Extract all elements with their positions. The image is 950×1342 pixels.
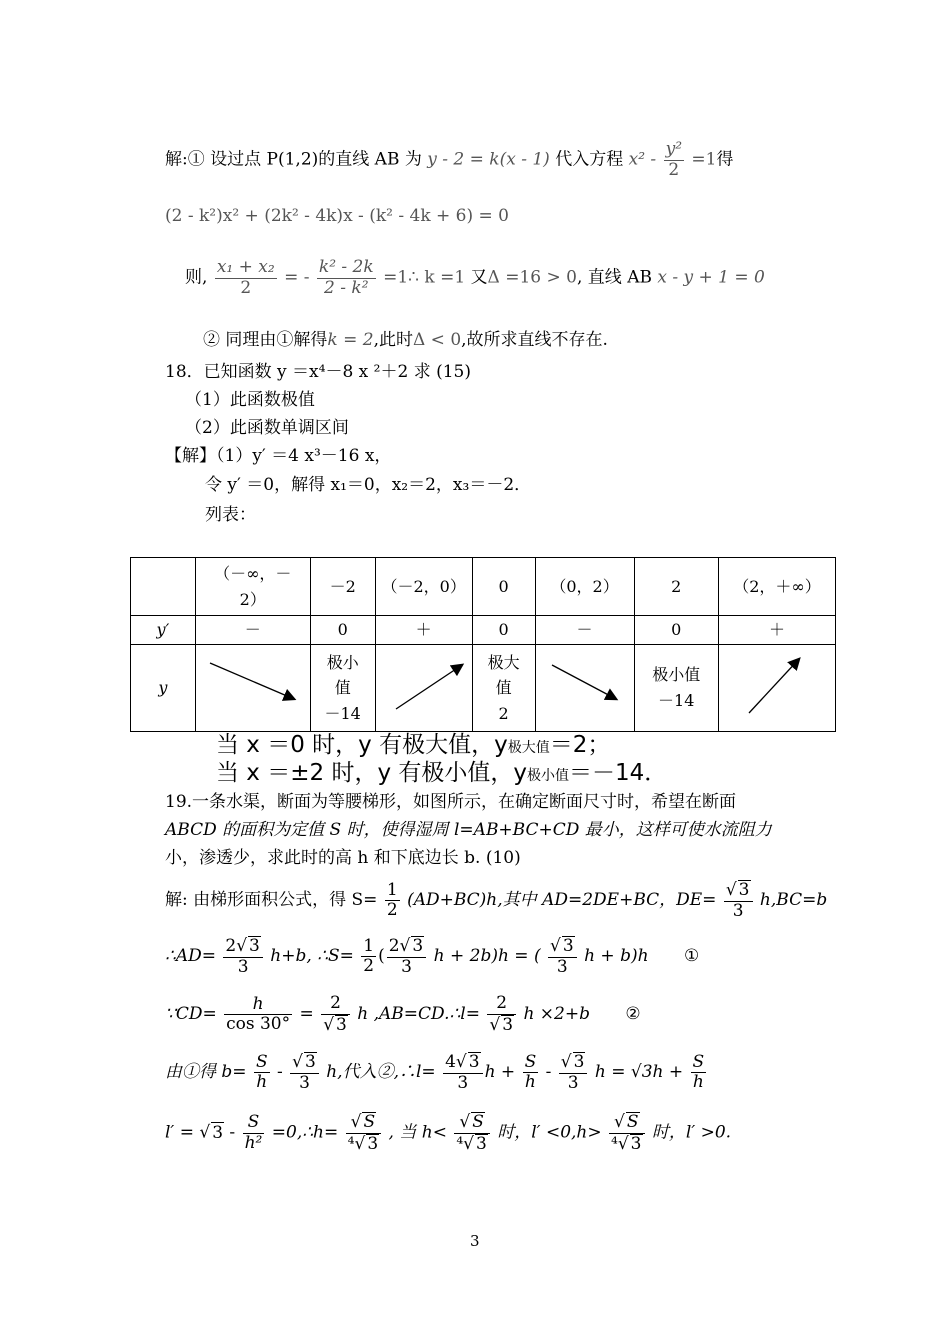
p19-q1: 19.一条水渠，断面为等腰梯形，如图所示，在确定断面尺寸时，希望在断面 [165,792,737,812]
sqrt3-over-3-fraction: $\frac{√ 3}{3}$ [724,880,753,921]
one-half-fraction: $\frac{1}{2}$ [363,935,375,977]
two-sqrt3-over-3-fraction: $\frac{2√ 3}{3}$ [387,936,426,977]
table-cell: 极小 值 －14 [310,645,375,732]
table-cell: － [195,616,310,645]
p19-sol3: ∵CD= $\frac{h}{\cos 30^\circ}$ = $\frac{2}{√ 3}$ h ,AB=CD.∴l= $\frac{2}{√ 3}$ h ×2+b ② [165,993,641,1035]
p18-sol3: 列表： [205,505,256,525]
p19-q3: 小，渗透少，求此时的高 h 和下底边长 b. (10) [165,848,521,868]
p18-sol1: 【解】（1）y′ ＝4 x³－16 x， [165,446,392,466]
arrow-down-right-icon [196,649,310,719]
p17-line4: ② 同理由①解得k = 2,此时Δ < 0,故所求直线不存在. [203,330,608,350]
s-over-h-fraction: $\frac{S}{h}$ [692,1051,705,1093]
table-cell: （－2，0） [375,558,472,616]
one-half-fraction: $\frac{1}{2}$ [386,879,398,921]
table-cell: 0 [634,616,718,645]
table-cell: － [535,616,634,645]
sqrtS-over-4rt3-fraction: $\frac{√ S}{\text{⁴√ 3}}$ [454,1112,489,1154]
p19-sol4: 由①得 b= $\frac{S}{h}$ - $\frac{√ 3}{3}$ h,代入②,∴l= $\frac{4√ 3}{3}$ h + $\frac{S}{h}$ - $\frac{√ 3}{3}$ h = √3h + $\frac{S}{h}$ [165,1051,705,1093]
two-sqrt3-over-3-fraction: $\frac{2√ 3}{3}$ [223,936,262,977]
sqrtS-over-4rt3-fraction: $\frac{√ S}{\text{⁴√ 3}}$ [346,1112,381,1154]
arrow-up-right-icon [719,649,835,719]
table-cell [718,645,835,732]
table-cell: －2 [310,558,375,616]
h-over-cos30-fraction: $\frac{h}{\cos 30^\circ}$ [226,993,291,1035]
table-cell: 0 [310,616,375,645]
two-over-sqrt3-fraction: $\frac{2}{√ 3}$ [487,994,516,1035]
table-cell: y′ [131,616,196,645]
p19-sol5: l′ = √ 3 - $\frac{S}{\text{h²}}$ =0,∴h= $\frac{√ S}{\text{⁴√ 3}}$ , 当 h< $\frac{√ S}{\text{⁴√ 3}}$ 时，l′ <0,h> $\frac{√ S}{\text{⁴√ 3}}$ 时，l′ >0. [165,1112,732,1154]
p17-line1: 解:① 设过点 P(1,2)的直线 AB 为 y - 2 = k(x - 1) 代入方程 x² - $\frac{\text{y²}}{2}$ =1得 [165,139,734,180]
table-row-function [131,645,836,732]
table-cell: 0 [472,616,535,645]
p18-q2: （2）此函数单调区间 [185,418,349,438]
table-cell [195,645,310,732]
p18-title: 18．已知函数 y ＝x⁴－8 x ²＋2 求 (15) [165,362,471,382]
sign-table [130,557,836,732]
conclusion-line2: 当 x ＝±2 时，y 有极小值，y极小值＝－14． [216,760,668,786]
x-sum-fraction: $\frac{\text{x₁ + x₂}}{2}$ [216,257,275,298]
table-cell: （2，＋∞） [718,558,835,616]
sqrt3-over-3-fraction: $\frac{√ 3}{3}$ [290,1052,319,1093]
p19-q2: ABCD 的面积为定值 S 时，使得湿周 l=AB+BC+CD 最小，这样可使水流阻力 [165,820,772,840]
table-cell [131,558,196,616]
arrow-down-right-icon [536,649,634,719]
arrow-up-right-icon [376,649,472,719]
table-cell: 0 [472,558,535,616]
s-over-h-fraction: $\frac{S}{h}$ [524,1051,537,1093]
table-cell: 极大 值 2 [472,645,535,732]
table-cell: y [131,645,196,732]
sqrt3-over-3-fraction: $\frac{√ 3}{3}$ [559,1052,588,1093]
p18-q1: （1）此函数极值 [185,390,315,410]
table-cell: 极小值 －14 [634,645,718,732]
sqrt3-over-3-fraction: $\frac{√ 3}{3}$ [548,936,577,977]
p18-sol2: 令 y′ ＝0，解得 x₁＝0，x₂＝2，x₃＝－2． [205,475,532,495]
p19-sol1: 解: 由梯形面积公式，得 S= $\frac{1}{2}$ (AD+BC)h,其中 AD=2DE+BC，DE= $\frac{√ 3}{3}$ h,BC=b [165,879,828,921]
table-cell: 2 [634,558,718,616]
sqrtS-over-4rt3-fraction: $\frac{√ S}{\text{⁴√ 3}}$ [609,1112,644,1154]
y2-over-2-fraction: $\frac{\text{y²}}{2}$ [665,139,683,180]
p17-line2: (2 - k²)x² + (2k² - 4k)x - (k² - 4k + 6) = 0 [165,206,509,226]
page-number: 3 [470,1232,480,1250]
table-cell: （0，2） [535,558,634,616]
table-row-derivative [131,616,836,645]
k-fraction: $\frac{\text{k² - 2k}}{\text{2 - k²}}$ [318,257,374,298]
table-header-row [131,558,836,616]
s-over-h-fraction: $\frac{S}{h}$ [255,1051,268,1093]
table-cell [375,645,472,732]
table-cell: （－∞，－2） [195,558,310,616]
table-cell: ＋ [718,616,835,645]
table-cell [535,645,634,732]
two-over-sqrt3-fraction: $\frac{2}{√ 3}$ [321,994,350,1035]
p17-line3: 则, $\frac{\text{x₁ + x₂}}{2}$ = - $\frac{\text{k² - 2k}}{\text{2 - k²}}$ =1∴ k =1 又Δ =16 > 0, 直线 AB x - y + 1 = 0 [185,257,765,298]
table-cell: ＋ [375,616,472,645]
conclusion-line1: 当 x ＝0 时，y 有极大值，y极大值＝2； [216,732,611,758]
s-over-h2-fraction: $\frac{S}{\text{h²}}$ [244,1112,263,1153]
four-sqrt3-over-3-fraction: $\frac{4√ 3}{3}$ [443,1052,482,1093]
p19-sol2: ∴AD= $\frac{2√ 3}{3}$ h+b, ∴S= $\frac{1}{2}$ ( $\frac{2√ 3}{3}$ h + 2b)h = ( $\frac{√ 3}{3}$ h + b)h ① [165,935,700,977]
